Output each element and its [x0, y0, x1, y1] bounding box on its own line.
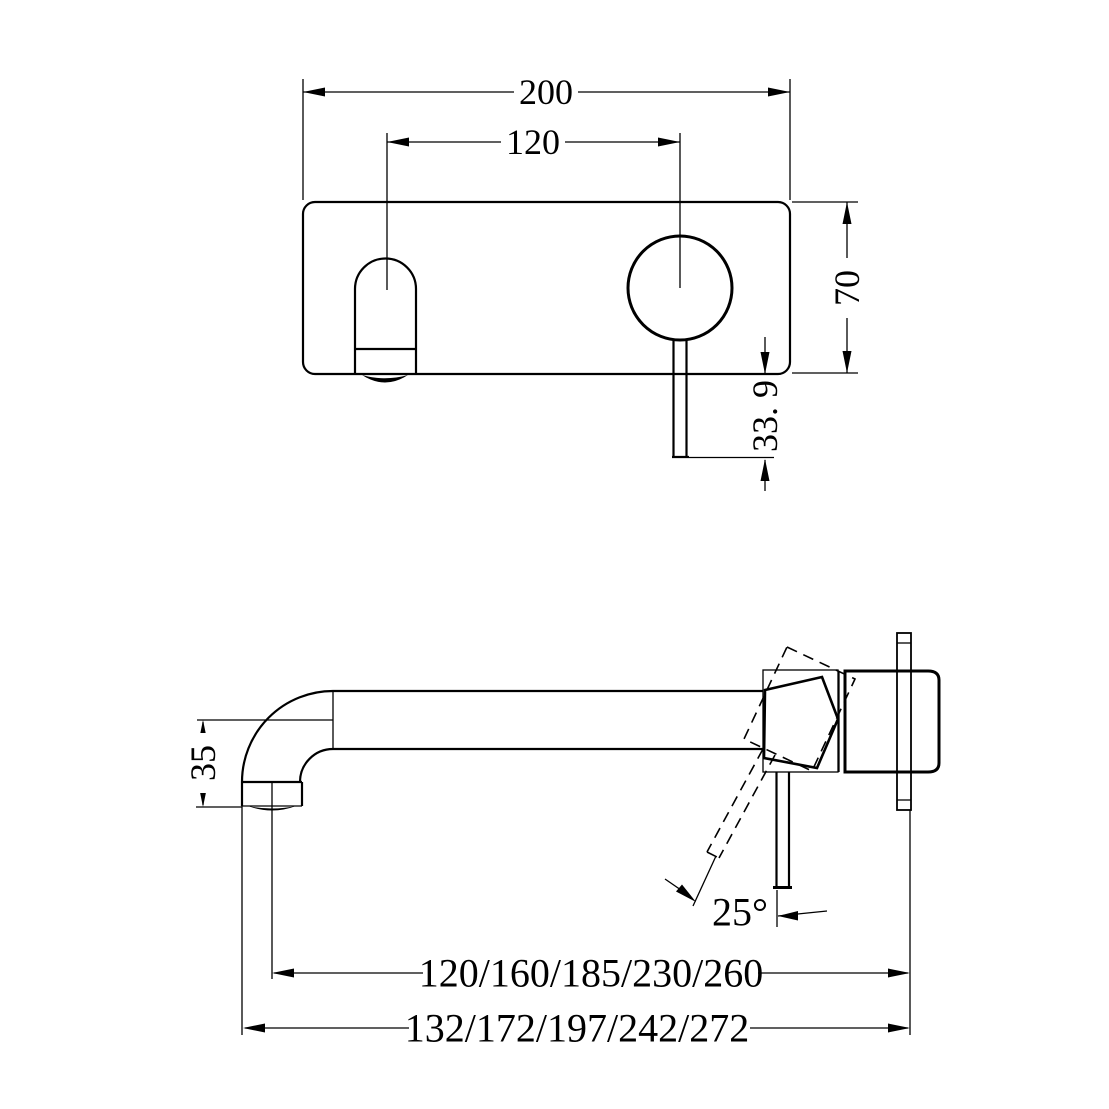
dim-120-label: 120 — [506, 122, 560, 162]
dim-25deg-label: 25° — [712, 889, 768, 935]
spout-tip-front — [362, 375, 408, 383]
spout-inner-bend — [300, 749, 333, 782]
wall-flange — [897, 633, 911, 810]
dim-33-9-label: 33. 9 — [745, 380, 785, 452]
dimension-overall-reach — [242, 782, 910, 1051]
dim-spout-reach-label: 120/160/185/230/260 — [418, 950, 764, 996]
dimension-spout-drop — [183, 720, 333, 807]
spout-outer-bend — [242, 691, 333, 782]
dimension-plate-height — [792, 202, 867, 373]
faceplate-front-view — [303, 202, 790, 457]
dim-70-label: 70 — [827, 270, 867, 306]
dimension-spout-to-handle — [387, 122, 680, 290]
dimension-spout-reach — [272, 782, 910, 1035]
dim-200-label: 200 — [519, 72, 573, 112]
lever-tilted-dashed-left — [707, 749, 763, 852]
lever-tilted-dashed-right — [719, 755, 775, 858]
dimension-lever-drop — [689, 337, 785, 491]
dimension-handle-angle — [665, 879, 827, 935]
dim-overall-reach-label: 132/172/197/242/272 — [404, 1005, 750, 1051]
side-profile-view — [242, 633, 939, 927]
lever-tilted-dashed-cap — [707, 852, 719, 858]
dim-35-label: 35 — [183, 745, 223, 781]
wall-body-cylinder — [845, 671, 939, 772]
spout-cutout — [355, 259, 416, 374]
